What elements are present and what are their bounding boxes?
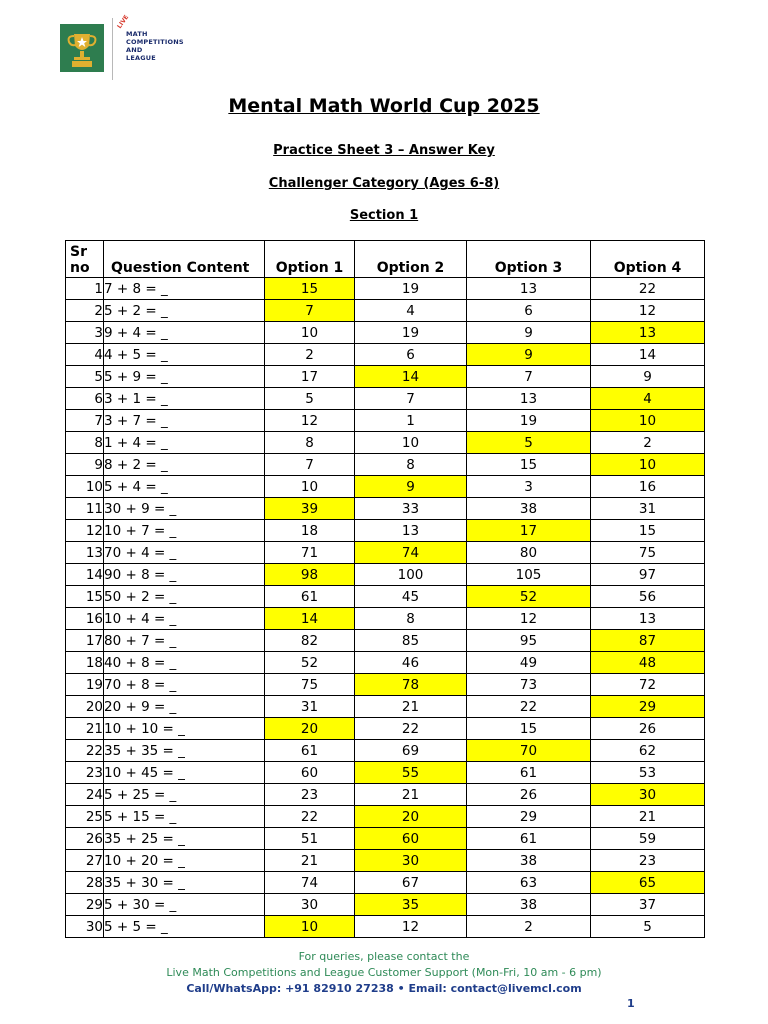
footer-contact-intro: For queries, please contact the: [298, 950, 470, 963]
row-question: 5 + 4 = _: [104, 476, 265, 498]
option-cell: 61: [265, 586, 355, 608]
table-row: [66, 828, 705, 850]
table-row: [66, 586, 705, 608]
row-sr-no: 25: [66, 806, 104, 828]
footer-phone-email: Call/WhatsApp: +91 82910 27238 • Email: contact@livemcl.com: [186, 982, 582, 995]
option-cell: 21: [355, 784, 467, 806]
option-cell: 19: [355, 322, 467, 344]
row-sr-no: 29: [66, 894, 104, 916]
logo-text-line: MATH: [126, 30, 148, 38]
table-row: [66, 630, 705, 652]
row-sr-no: 6: [66, 388, 104, 410]
option-cell: 62: [591, 740, 705, 762]
correct-option-cell: 30: [355, 850, 467, 872]
answer-key-table: [65, 240, 705, 938]
row-question: 8 + 2 = _: [104, 454, 265, 476]
row-sr-no: 20: [66, 696, 104, 718]
table-header-row: [66, 241, 705, 278]
row-sr-no: 22: [66, 740, 104, 762]
option-cell: 37: [591, 894, 705, 916]
option-cell: 18: [265, 520, 355, 542]
row-sr-no: 18: [66, 652, 104, 674]
option-cell: 17: [265, 366, 355, 388]
option-cell: 73: [467, 674, 591, 696]
row-sr-no: 17: [66, 630, 104, 652]
option-cell: 7: [467, 366, 591, 388]
option-cell: 85: [355, 630, 467, 652]
option-cell: 23: [591, 850, 705, 872]
option-cell: 33: [355, 498, 467, 520]
row-sr-no: 2: [66, 300, 104, 322]
header-option-3: Option 3: [467, 241, 591, 278]
row-question: 9 + 4 = _: [104, 322, 265, 344]
table-row: [66, 498, 705, 520]
option-cell: 2: [467, 916, 591, 938]
correct-option-cell: 7: [265, 300, 355, 322]
table-row: [66, 740, 705, 762]
option-cell: 14: [591, 344, 705, 366]
option-cell: 19: [467, 410, 591, 432]
row-sr-no: 26: [66, 828, 104, 850]
table-row: [66, 652, 705, 674]
table-row: [66, 850, 705, 872]
option-cell: 105: [467, 564, 591, 586]
option-cell: 26: [591, 718, 705, 740]
row-question: 40 + 8 = _: [104, 652, 265, 674]
option-cell: 38: [467, 850, 591, 872]
option-cell: 7: [355, 388, 467, 410]
option-cell: 75: [591, 542, 705, 564]
option-cell: 3: [467, 476, 591, 498]
row-question: 50 + 2 = _: [104, 586, 265, 608]
option-cell: 7: [265, 454, 355, 476]
row-question: 5 + 9 = _: [104, 366, 265, 388]
row-question: 35 + 35 = _: [104, 740, 265, 762]
option-cell: 5: [265, 388, 355, 410]
option-cell: 45: [355, 586, 467, 608]
table-row: [66, 366, 705, 388]
correct-option-cell: 9: [467, 344, 591, 366]
table-row: [66, 520, 705, 542]
row-sr-no: 28: [66, 872, 104, 894]
option-cell: 71: [265, 542, 355, 564]
row-sr-no: 4: [66, 344, 104, 366]
trophy-icon: [60, 24, 104, 72]
row-question: 20 + 9 = _: [104, 696, 265, 718]
option-cell: 61: [265, 740, 355, 762]
option-cell: 12: [265, 410, 355, 432]
header-option-4: Option 4: [591, 241, 705, 278]
option-cell: 46: [355, 652, 467, 674]
option-cell: 82: [265, 630, 355, 652]
correct-option-cell: 10: [591, 454, 705, 476]
row-question: 10 + 7 = _: [104, 520, 265, 542]
option-cell: 6: [467, 300, 591, 322]
option-cell: 16: [591, 476, 705, 498]
option-cell: 12: [467, 608, 591, 630]
option-cell: 80: [467, 542, 591, 564]
row-sr-no: 5: [66, 366, 104, 388]
option-cell: 5: [591, 916, 705, 938]
option-cell: 38: [467, 894, 591, 916]
row-sr-no: 3: [66, 322, 104, 344]
row-question: 10 + 10 = _: [104, 718, 265, 740]
row-sr-no: 30: [66, 916, 104, 938]
table-row: [66, 608, 705, 630]
row-sr-no: 23: [66, 762, 104, 784]
row-question: 30 + 9 = _: [104, 498, 265, 520]
table-row: [66, 476, 705, 498]
row-sr-no: 7: [66, 410, 104, 432]
row-sr-no: 16: [66, 608, 104, 630]
option-cell: 21: [355, 696, 467, 718]
option-cell: 1: [355, 410, 467, 432]
table-row: [66, 564, 705, 586]
option-cell: 12: [591, 300, 705, 322]
table-row: [66, 894, 705, 916]
option-cell: 52: [265, 652, 355, 674]
row-question: 7 + 8 = _: [104, 278, 265, 300]
correct-option-cell: 5: [467, 432, 591, 454]
option-cell: 22: [355, 718, 467, 740]
row-question: 5 + 5 = _: [104, 916, 265, 938]
sheet-subtitle: Practice Sheet 3 – Answer Key: [273, 143, 495, 158]
logo-divider: [112, 18, 113, 80]
row-question: 3 + 7 = _: [104, 410, 265, 432]
correct-option-cell: 39: [265, 498, 355, 520]
correct-option-cell: 78: [355, 674, 467, 696]
table-row: [66, 718, 705, 740]
correct-option-cell: 29: [591, 696, 705, 718]
logo-text: [126, 30, 184, 62]
logo-text-line: COMPETITIONS: [126, 38, 184, 46]
option-cell: 15: [467, 718, 591, 740]
correct-option-cell: 15: [265, 278, 355, 300]
row-question: 35 + 25 = _: [104, 828, 265, 850]
row-question: 70 + 8 = _: [104, 674, 265, 696]
row-question: 70 + 4 = _: [104, 542, 265, 564]
footer-support-hours: Live Math Competitions and League Customer Support (Mon-Fri, 10 am - 6 pm): [166, 966, 602, 979]
row-question: 5 + 2 = _: [104, 300, 265, 322]
row-sr-no: 10: [66, 476, 104, 498]
header-sr-no: Sr no: [66, 241, 104, 278]
table-row: [66, 674, 705, 696]
correct-option-cell: 14: [355, 366, 467, 388]
row-sr-no: 9: [66, 454, 104, 476]
option-cell: 63: [467, 872, 591, 894]
row-question: 3 + 1 = _: [104, 388, 265, 410]
option-cell: 31: [591, 498, 705, 520]
logo-text-line: AND: [126, 46, 143, 54]
option-cell: 38: [467, 498, 591, 520]
table-body: [66, 278, 705, 938]
row-question: 35 + 30 = _: [104, 872, 265, 894]
logo-live-text: LIVE: [116, 13, 131, 31]
option-cell: 21: [265, 850, 355, 872]
option-cell: 51: [265, 828, 355, 850]
option-cell: 53: [591, 762, 705, 784]
option-cell: 13: [591, 608, 705, 630]
option-cell: 22: [467, 696, 591, 718]
option-cell: 4: [355, 300, 467, 322]
correct-option-cell: 98: [265, 564, 355, 586]
option-cell: 10: [265, 322, 355, 344]
correct-option-cell: 10: [591, 410, 705, 432]
option-cell: 60: [265, 762, 355, 784]
table-row: [66, 388, 705, 410]
row-sr-no: 15: [66, 586, 104, 608]
row-sr-no: 12: [66, 520, 104, 542]
option-cell: 67: [355, 872, 467, 894]
option-cell: 56: [591, 586, 705, 608]
option-cell: 97: [591, 564, 705, 586]
option-cell: 10: [355, 432, 467, 454]
option-cell: 2: [265, 344, 355, 366]
option-cell: 100: [355, 564, 467, 586]
option-cell: 22: [591, 278, 705, 300]
correct-option-cell: 20: [355, 806, 467, 828]
correct-option-cell: 4: [591, 388, 705, 410]
option-cell: 29: [467, 806, 591, 828]
table-row: [66, 872, 705, 894]
option-cell: 12: [355, 916, 467, 938]
logo-text-line: LEAGUE: [126, 54, 156, 62]
table-row: [66, 278, 705, 300]
option-cell: 30: [265, 894, 355, 916]
correct-option-cell: 9: [355, 476, 467, 498]
correct-option-cell: 48: [591, 652, 705, 674]
row-question: 5 + 30 = _: [104, 894, 265, 916]
row-question: 80 + 7 = _: [104, 630, 265, 652]
option-cell: 10: [265, 476, 355, 498]
page-number: 1: [627, 997, 635, 1010]
category-heading: Challenger Category (Ages 6-8): [268, 176, 500, 191]
option-cell: 61: [467, 762, 591, 784]
table-row: [66, 806, 705, 828]
option-cell: 13: [355, 520, 467, 542]
option-cell: 21: [591, 806, 705, 828]
option-cell: 49: [467, 652, 591, 674]
correct-option-cell: 55: [355, 762, 467, 784]
row-question: 1 + 4 = _: [104, 432, 265, 454]
correct-option-cell: 13: [591, 322, 705, 344]
option-cell: 19: [355, 278, 467, 300]
option-cell: 9: [467, 322, 591, 344]
row-sr-no: 27: [66, 850, 104, 872]
row-question: 5 + 25 = _: [104, 784, 265, 806]
option-cell: 23: [265, 784, 355, 806]
logo: [60, 13, 184, 72]
option-cell: 75: [265, 674, 355, 696]
row-sr-no: 1: [66, 278, 104, 300]
option-cell: 9: [591, 366, 705, 388]
table-row: [66, 542, 705, 564]
row-sr-no: 11: [66, 498, 104, 520]
correct-option-cell: 30: [591, 784, 705, 806]
table-row: [66, 762, 705, 784]
row-question: 90 + 8 = _: [104, 564, 265, 586]
option-cell: 8: [265, 432, 355, 454]
table-row: [66, 322, 705, 344]
correct-option-cell: 52: [467, 586, 591, 608]
correct-option-cell: 17: [467, 520, 591, 542]
table-row: [66, 784, 705, 806]
table-row: [66, 454, 705, 476]
table-row: [66, 410, 705, 432]
row-sr-no: 13: [66, 542, 104, 564]
correct-option-cell: 74: [355, 542, 467, 564]
table-row: [66, 432, 705, 454]
correct-option-cell: 10: [265, 916, 355, 938]
row-sr-no: 14: [66, 564, 104, 586]
option-cell: 8: [355, 454, 467, 476]
row-sr-no: 19: [66, 674, 104, 696]
correct-option-cell: 14: [265, 608, 355, 630]
table-row: [66, 916, 705, 938]
option-cell: 6: [355, 344, 467, 366]
option-cell: 69: [355, 740, 467, 762]
option-cell: 61: [467, 828, 591, 850]
table-row: [66, 300, 705, 322]
correct-option-cell: 35: [355, 894, 467, 916]
option-cell: 15: [467, 454, 591, 476]
option-cell: 95: [467, 630, 591, 652]
correct-option-cell: 70: [467, 740, 591, 762]
header-option-1: Option 1: [265, 241, 355, 278]
option-cell: 15: [591, 520, 705, 542]
correct-option-cell: 20: [265, 718, 355, 740]
row-question: 4 + 5 = _: [104, 344, 265, 366]
option-cell: 72: [591, 674, 705, 696]
table-row: [66, 696, 705, 718]
row-sr-no: 21: [66, 718, 104, 740]
row-question: 5 + 15 = _: [104, 806, 265, 828]
row-question: 10 + 20 = _: [104, 850, 265, 872]
option-cell: 26: [467, 784, 591, 806]
correct-option-cell: 87: [591, 630, 705, 652]
option-cell: 13: [467, 278, 591, 300]
option-cell: 8: [355, 608, 467, 630]
row-sr-no: 24: [66, 784, 104, 806]
row-question: 10 + 45 = _: [104, 762, 265, 784]
correct-option-cell: 60: [355, 828, 467, 850]
option-cell: 2: [591, 432, 705, 454]
option-cell: 74: [265, 872, 355, 894]
section-heading: Section 1: [349, 208, 419, 223]
row-sr-no: 8: [66, 432, 104, 454]
row-question: 10 + 4 = _: [104, 608, 265, 630]
option-cell: 13: [467, 388, 591, 410]
option-cell: 31: [265, 696, 355, 718]
header-question-content: Question Content: [104, 241, 265, 278]
option-cell: 59: [591, 828, 705, 850]
page-title: Mental Math World Cup 2025: [228, 95, 540, 117]
logo-badge: [60, 24, 104, 72]
table-row: [66, 344, 705, 366]
correct-option-cell: 65: [591, 872, 705, 894]
option-cell: 22: [265, 806, 355, 828]
header-option-2: Option 2: [355, 241, 467, 278]
